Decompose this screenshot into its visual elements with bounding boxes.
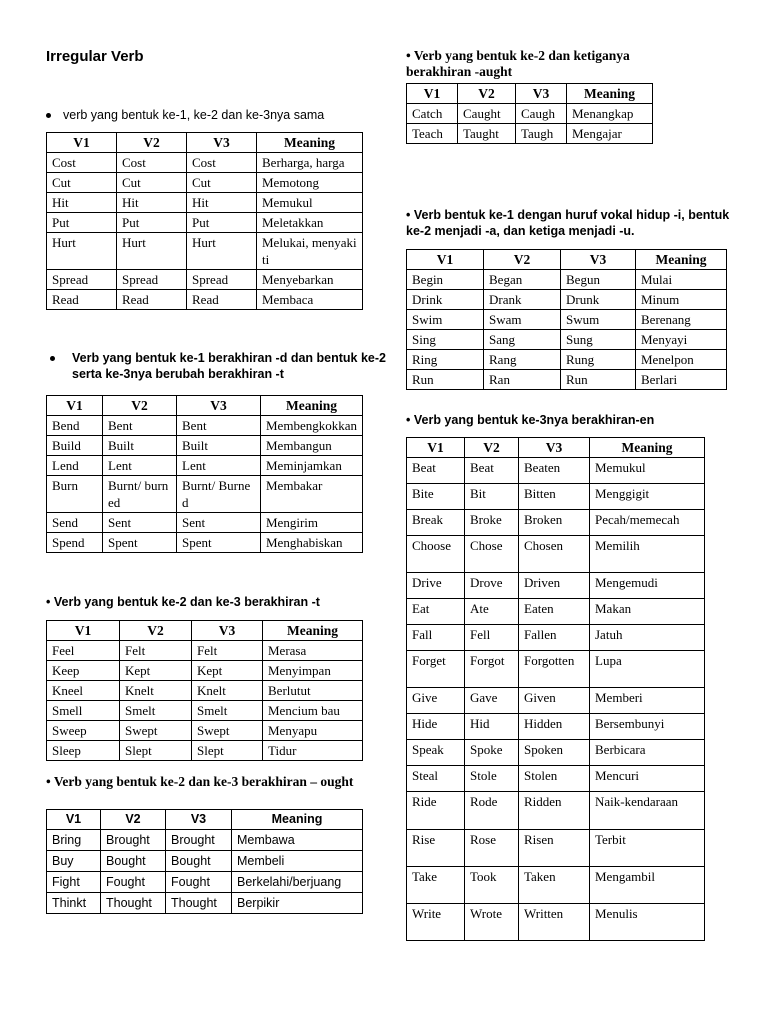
table-cell: Built — [177, 436, 261, 456]
table-cell: Drove — [465, 573, 519, 599]
column-header: Meaning — [567, 84, 653, 104]
table-cell: Bent — [103, 416, 177, 436]
table-cell: Spoken — [519, 740, 590, 766]
column-header: V2 — [103, 396, 177, 416]
table-cell: Hurt — [117, 233, 187, 270]
table-cell: Cost — [47, 153, 117, 173]
table-cell: Ride — [407, 792, 465, 830]
table-cell: Beat — [407, 458, 465, 484]
column-header: V1 — [407, 438, 465, 458]
column-header: V3 — [166, 810, 232, 830]
table-cell: Spend — [47, 533, 103, 553]
table-cell: Hit — [47, 193, 117, 213]
table-cell: Burnt/ burned — [103, 476, 177, 513]
table-row — [407, 104, 653, 124]
table-cell: Run — [561, 370, 636, 390]
table-cell: Fell — [465, 625, 519, 651]
table-row — [407, 740, 705, 766]
table-row — [407, 714, 705, 740]
table-cell: Mengambil — [590, 867, 705, 904]
table-header-row — [407, 250, 727, 270]
table-cell: Broken — [519, 510, 590, 536]
table-cell: Eat — [407, 599, 465, 625]
section-4-heading: • Verb yang bentuk ke-2 dan ke-3 berakhiran – ought — [46, 774, 354, 789]
table-cell: Caugh — [516, 104, 567, 124]
table-cell: Berharga, harga — [257, 153, 363, 173]
table-cell: Drunk — [561, 290, 636, 310]
table-cell: Send — [47, 513, 103, 533]
table-cell: Choose — [407, 536, 465, 573]
table-header-row — [47, 810, 363, 830]
table-row — [47, 233, 363, 270]
bullet-icon — [50, 356, 55, 361]
table-cell: Beaten — [519, 458, 590, 484]
table-row — [407, 484, 705, 510]
table-cell: Menyapu — [263, 721, 363, 741]
table-row — [407, 573, 705, 599]
table-cell: Rode — [465, 792, 519, 830]
table-cell: Rung — [561, 350, 636, 370]
table-cell: Taken — [519, 867, 590, 904]
column-header: V3 — [192, 621, 263, 641]
table-cell: Bite — [407, 484, 465, 510]
table-cell: Beat — [465, 458, 519, 484]
column-header: V2 — [458, 84, 516, 104]
table-cell: Membawa — [232, 830, 363, 851]
column-header: V1 — [47, 396, 103, 416]
table-row — [47, 851, 363, 872]
table-cell: Given — [519, 688, 590, 714]
table-cell: Swam — [484, 310, 561, 330]
table-row — [407, 310, 727, 330]
table-row — [47, 416, 363, 436]
table-cell: Chose — [465, 536, 519, 573]
table-cell: Eaten — [519, 599, 590, 625]
table-cell: Menyayi — [636, 330, 727, 350]
table-row — [47, 721, 363, 741]
table-cell: Membaca — [257, 290, 363, 310]
table-cell: Took — [465, 867, 519, 904]
table-cell: Berlutut — [263, 681, 363, 701]
table-cell: Swim — [407, 310, 484, 330]
table-cell: Take — [407, 867, 465, 904]
table-cell: Steal — [407, 766, 465, 792]
table-cell: Mulai — [636, 270, 727, 290]
table-cell: Mencuri — [590, 766, 705, 792]
column-header: V1 — [407, 250, 484, 270]
table-cell: Knelt — [120, 681, 192, 701]
table-cell: Berlari — [636, 370, 727, 390]
table-cell: Menyimpan — [263, 661, 363, 681]
bullet-icon — [46, 113, 51, 118]
table-cell: Sang — [484, 330, 561, 350]
section-1-heading: verb yang bentuk ke-1, ke-2 dan ke-3nya sama — [46, 107, 366, 123]
table-cell: Lupa — [590, 651, 705, 688]
table-cell: Spread — [187, 270, 257, 290]
table-cell: Tidur — [263, 741, 363, 761]
table-cell: Break — [407, 510, 465, 536]
table-row — [47, 641, 363, 661]
table-cell: Hurt — [47, 233, 117, 270]
table-cell: Cost — [187, 153, 257, 173]
table-cell: Bought — [101, 851, 166, 872]
table-row — [47, 830, 363, 851]
table-row — [407, 830, 705, 867]
table-cell: Keep — [47, 661, 120, 681]
table-cell: Spoke — [465, 740, 519, 766]
table-row — [47, 436, 363, 456]
table-cell: Mengemudi — [590, 573, 705, 599]
table-cell: Forgotten — [519, 651, 590, 688]
table-cell: Hid — [465, 714, 519, 740]
table-cell: Built — [103, 436, 177, 456]
table-row — [47, 290, 363, 310]
table-cell: Pecah/memecah — [590, 510, 705, 536]
column-header: V2 — [120, 621, 192, 641]
column-header: V3 — [516, 84, 567, 104]
table-cell: Menghabiskan — [261, 533, 363, 553]
table-cell: Thought — [101, 893, 166, 914]
table-cell: Membeli — [232, 851, 363, 872]
table-cell: Berenang — [636, 310, 727, 330]
table-cell: Bend — [47, 416, 103, 436]
table-row — [47, 661, 363, 681]
table-cell: Memukul — [257, 193, 363, 213]
table-cell: Drank — [484, 290, 561, 310]
column-header: V1 — [47, 810, 101, 830]
table-row — [47, 701, 363, 721]
table-cell: Hurt — [187, 233, 257, 270]
table-cell: Gave — [465, 688, 519, 714]
table-cell: Lent — [103, 456, 177, 476]
table-row — [407, 370, 727, 390]
table-row — [47, 872, 363, 893]
table-cell: Burn — [47, 476, 103, 513]
table-row — [47, 513, 363, 533]
table-ending-t — [46, 620, 363, 761]
table-row — [47, 173, 363, 193]
table-cell: Minum — [636, 290, 727, 310]
table-cell: Kept — [120, 661, 192, 681]
table-cell: Membakar — [261, 476, 363, 513]
table-cell: Drive — [407, 573, 465, 599]
table-cell: Memotong — [257, 173, 363, 193]
table-cell: Spent — [103, 533, 177, 553]
table-row — [47, 476, 363, 513]
table-cell: Hit — [117, 193, 187, 213]
table-cell: Read — [117, 290, 187, 310]
table-cell: Fight — [47, 872, 101, 893]
table-cell: Wrote — [465, 904, 519, 941]
table-row — [47, 456, 363, 476]
table-row — [407, 350, 727, 370]
table-cell: Makan — [590, 599, 705, 625]
table-cell: Read — [187, 290, 257, 310]
column-header: V2 — [484, 250, 561, 270]
table-cell: Ridden — [519, 792, 590, 830]
table-cell: Mencium bau — [263, 701, 363, 721]
page-title: Irregular Verb — [46, 48, 144, 65]
table-row — [407, 651, 705, 688]
table-cell: Bersembunyi — [590, 714, 705, 740]
table-row — [47, 893, 363, 914]
table-cell: Begin — [407, 270, 484, 290]
column-header: Meaning — [263, 621, 363, 641]
table-row — [47, 193, 363, 213]
table-cell: Felt — [192, 641, 263, 661]
table-cell: Bent — [177, 416, 261, 436]
table-cell: Rose — [465, 830, 519, 867]
table-cell: Fought — [166, 872, 232, 893]
column-header: V3 — [177, 396, 261, 416]
table-cell: Spent — [177, 533, 261, 553]
table-cell: Cut — [117, 173, 187, 193]
table-cell: Sent — [177, 513, 261, 533]
table-cell: Bit — [465, 484, 519, 510]
table-cell: Mengajar — [567, 124, 653, 144]
table-cell: Smelt — [120, 701, 192, 721]
table-cell: Merasa — [263, 641, 363, 661]
table-cell: Stole — [465, 766, 519, 792]
table-cell: Menangkap — [567, 104, 653, 124]
section-7-heading: • Verb yang bentuk ke-3nya berakhiran-en — [406, 413, 655, 427]
table-cell: Swept — [192, 721, 263, 741]
table-header-row — [407, 438, 705, 458]
table-cell: Mengirim — [261, 513, 363, 533]
table-row — [407, 688, 705, 714]
table-cell: Naik-kendaraan — [590, 792, 705, 830]
table-header-row — [47, 133, 363, 153]
table-cell: Buy — [47, 851, 101, 872]
table-cell: Bring — [47, 830, 101, 851]
table-cell: Risen — [519, 830, 590, 867]
table-cell: Meminjamkan — [261, 456, 363, 476]
table-cell: Taught — [458, 124, 516, 144]
table-row — [47, 533, 363, 553]
table-row — [407, 599, 705, 625]
table-row — [47, 213, 363, 233]
column-header: Meaning — [636, 250, 727, 270]
table-cell: Lent — [177, 456, 261, 476]
table-cell: Menelpon — [636, 350, 727, 370]
table-cell: Memberi — [590, 688, 705, 714]
table-row — [407, 510, 705, 536]
column-header: V1 — [407, 84, 458, 104]
table-cell: Menulis — [590, 904, 705, 941]
table-cell: Smelt — [192, 701, 263, 721]
table-row — [407, 766, 705, 792]
column-header: V2 — [465, 438, 519, 458]
table-cell: Build — [47, 436, 103, 456]
column-header: Meaning — [261, 396, 363, 416]
column-header: Meaning — [257, 133, 363, 153]
table-cell: Membengkokkan — [261, 416, 363, 436]
table-cell: Cost — [117, 153, 187, 173]
table-cell: Thought — [166, 893, 232, 914]
table-cell: Spread — [117, 270, 187, 290]
table-cell: Hidden — [519, 714, 590, 740]
table-cell: Put — [187, 213, 257, 233]
table-cell: Smell — [47, 701, 120, 721]
table-row — [407, 904, 705, 941]
table-cell: Melukai, menyakiti — [257, 233, 363, 270]
table-cell: Bitten — [519, 484, 590, 510]
table-cell: Drink — [407, 290, 484, 310]
table-cell: Bought — [166, 851, 232, 872]
table-ending-aught — [406, 83, 653, 144]
column-header: Meaning — [590, 438, 705, 458]
table-cell: Kept — [192, 661, 263, 681]
table-cell: Rang — [484, 350, 561, 370]
section-6-heading: • Verb bentuk ke-1 dengan huruf vokal hidup -i, bentuk ke-2 menjadi -a, dan ketiga menjadi -u. — [406, 208, 730, 238]
table-cell: Slept — [192, 741, 263, 761]
table-row — [407, 290, 727, 310]
table-header-row — [47, 621, 363, 641]
table-row — [47, 270, 363, 290]
table-cell: Lend — [47, 456, 103, 476]
table-cell: Jatuh — [590, 625, 705, 651]
table-cell: Began — [484, 270, 561, 290]
table-cell: Rise — [407, 830, 465, 867]
table-cell: Ring — [407, 350, 484, 370]
table-cell: Knelt — [192, 681, 263, 701]
table-cell: Ran — [484, 370, 561, 390]
table-row — [407, 867, 705, 904]
table-row — [407, 536, 705, 573]
section-3-heading: • Verb yang bentuk ke-2 dan ke-3 berakhiran -t — [46, 595, 320, 609]
table-ending-en — [406, 437, 705, 941]
table-cell: Sung — [561, 330, 636, 350]
table-cell: Fallen — [519, 625, 590, 651]
table-cell: Membangun — [261, 436, 363, 456]
table-cell: Fought — [101, 872, 166, 893]
table-cell: Sent — [103, 513, 177, 533]
table-cell: Read — [47, 290, 117, 310]
table-cell: Slept — [120, 741, 192, 761]
column-header: V3 — [519, 438, 590, 458]
table-row — [407, 124, 653, 144]
table-cell: Catch — [407, 104, 458, 124]
table-cell: Burnt/ Burned — [177, 476, 261, 513]
table-row — [407, 458, 705, 484]
table-cell: Cut — [47, 173, 117, 193]
table-cell: Meletakkan — [257, 213, 363, 233]
section-5-heading: • Verb yang bentuk ke-2 dan ketiganya berakhiran -aught — [406, 48, 630, 79]
table-cell: Forgot — [465, 651, 519, 688]
column-header: V2 — [117, 133, 187, 153]
table-cell: Give — [407, 688, 465, 714]
table-cell: Speak — [407, 740, 465, 766]
table-i-a-u — [406, 249, 727, 390]
column-header: V1 — [47, 133, 117, 153]
column-header: V2 — [101, 810, 166, 830]
table-cell: Cut — [187, 173, 257, 193]
table-row — [407, 330, 727, 350]
table-cell: Memilih — [590, 536, 705, 573]
table-cell: Sleep — [47, 741, 120, 761]
table-cell: Thinkt — [47, 893, 101, 914]
table-same-forms — [46, 132, 363, 310]
table-row — [47, 153, 363, 173]
table-cell: Memukul — [590, 458, 705, 484]
table-cell: Stolen — [519, 766, 590, 792]
column-header: V3 — [561, 250, 636, 270]
table-cell: Teach — [407, 124, 458, 144]
table-row — [47, 741, 363, 761]
table-cell: Put — [117, 213, 187, 233]
column-header: V1 — [47, 621, 120, 641]
table-cell: Brought — [166, 830, 232, 851]
table-cell: Taugh — [516, 124, 567, 144]
table-row — [47, 681, 363, 701]
table-cell: Put — [47, 213, 117, 233]
table-row — [407, 625, 705, 651]
table-cell: Chosen — [519, 536, 590, 573]
table-cell: Terbit — [590, 830, 705, 867]
table-cell: Begun — [561, 270, 636, 290]
table-cell: Kneel — [47, 681, 120, 701]
table-cell: Ate — [465, 599, 519, 625]
table-cell: Berbicara — [590, 740, 705, 766]
column-header: V3 — [187, 133, 257, 153]
table-cell: Written — [519, 904, 590, 941]
table-cell: Write — [407, 904, 465, 941]
table-cell: Menyebarkan — [257, 270, 363, 290]
table-cell: Menggigit — [590, 484, 705, 510]
table-cell: Felt — [120, 641, 192, 661]
section-2-heading: Verb yang bentuk ke-1 berakhiran -d dan bentuk ke-2 serta ke-3nya berubah berakhiran -t — [46, 350, 392, 382]
table-cell: Forget — [407, 651, 465, 688]
column-header: Meaning — [232, 810, 363, 830]
table-cell: Brought — [101, 830, 166, 851]
table-cell: Swept — [120, 721, 192, 741]
table-cell: Hide — [407, 714, 465, 740]
table-cell: Feel — [47, 641, 120, 661]
table-header-row — [407, 84, 653, 104]
table-cell: Hit — [187, 193, 257, 213]
table-row — [407, 270, 727, 290]
table-cell: Sing — [407, 330, 484, 350]
table-cell: Swum — [561, 310, 636, 330]
table-cell: Sweep — [47, 721, 120, 741]
table-cell: Driven — [519, 573, 590, 599]
table-cell: Berkelahi/berjuang — [232, 872, 363, 893]
table-cell: Fall — [407, 625, 465, 651]
table-cell: Spread — [47, 270, 117, 290]
table-ending-ought — [46, 809, 363, 914]
table-cell: Run — [407, 370, 484, 390]
table-cell: Berpikir — [232, 893, 363, 914]
table-cell: Broke — [465, 510, 519, 536]
table-header-row — [47, 396, 363, 416]
table-row — [407, 792, 705, 830]
table-cell: Caught — [458, 104, 516, 124]
table-d-to-t — [46, 395, 363, 553]
